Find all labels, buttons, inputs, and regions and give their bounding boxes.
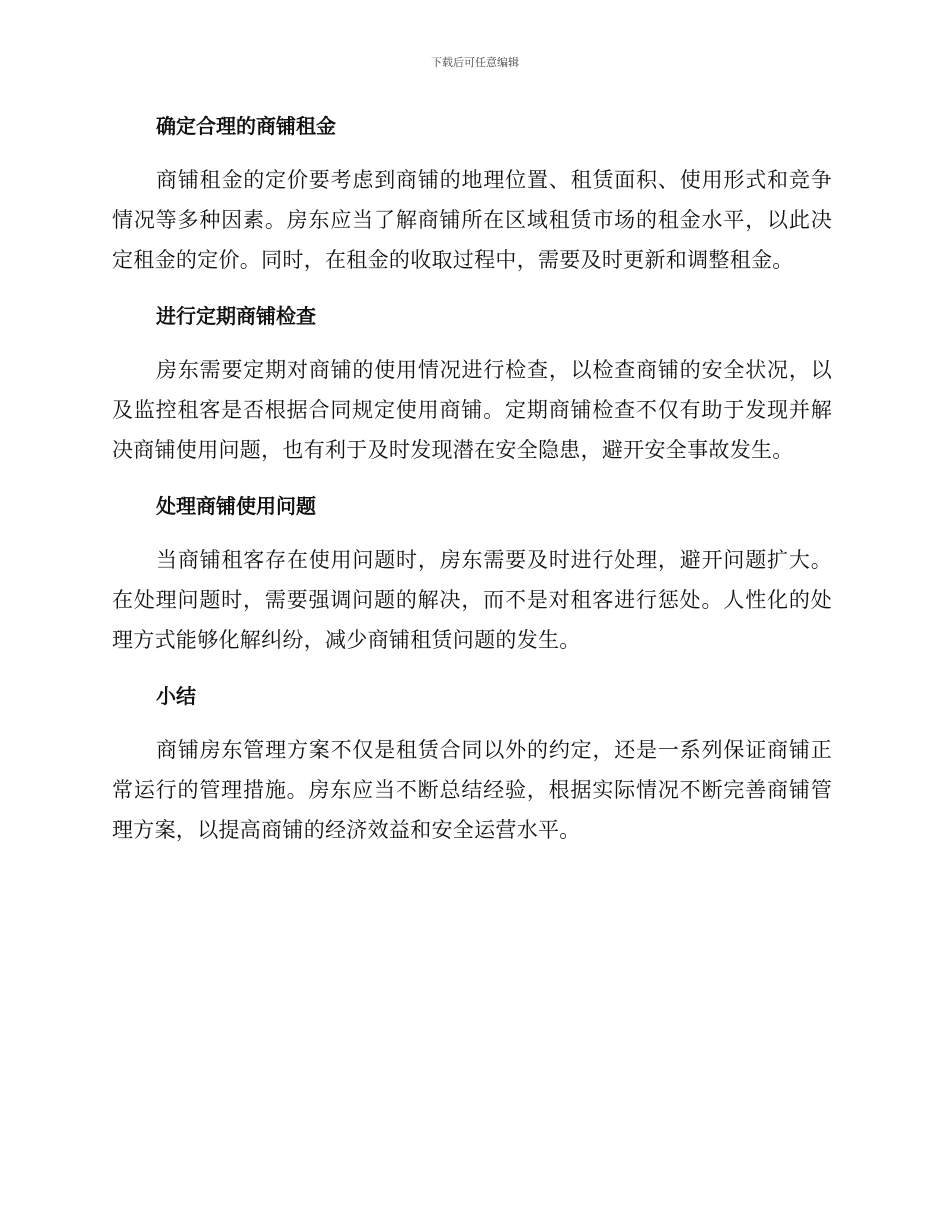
section-heading: 进行定期商铺检查 (156, 304, 316, 328)
section-summary (112, 680, 832, 850)
section-heading: 确定合理的商铺租金 (156, 114, 336, 138)
section-paragraph: 房东需要定期对商铺的使用情况进行检查，以检查商铺的安全状况，以及监控租客是否根据合同规定使用商铺。定期商铺检查不仅有助于发现并解决商铺使用问题，也有利于及时发现潜在安全隐患，避开安全事故发生。 (112, 358, 832, 462)
section-regular-inspection (112, 300, 832, 470)
section-heading: 小结 (156, 684, 196, 708)
section-usage-issues (112, 490, 832, 660)
section-paragraph: 商铺房东管理方案不仅是租赁合同以外的约定，还是一系列保证商铺正常运行的管理措施。房东应当不断总结经验，根据实际情况不断完善商铺管理方案，以提高商铺的经济效益和安全运营水平。 (112, 738, 832, 842)
section-paragraph: 商铺租金的定价要考虑到商铺的地理位置、租赁面积、使用形式和竞争情况等多种因素。房东应当了解商铺所在区域租赁市场的租金水平，以此决定租金的定价。同时，在租金的收取过程中，需要及时更新和调整租金。 (112, 168, 832, 272)
section-rent-pricing (112, 110, 832, 280)
page-header-note: 下载后可任意编辑 (431, 56, 519, 69)
section-heading: 处理商铺使用问题 (156, 494, 316, 518)
document-body (112, 110, 832, 850)
section-paragraph: 当商铺租客存在使用问题时，房东需要及时进行处理，避开问题扩大。在处理问题时，需要强调问题的解决，而不是对租客进行惩处。人性化的处理方式能够化解纠纷，减少商铺租赁问题的发生。 (112, 548, 832, 652)
